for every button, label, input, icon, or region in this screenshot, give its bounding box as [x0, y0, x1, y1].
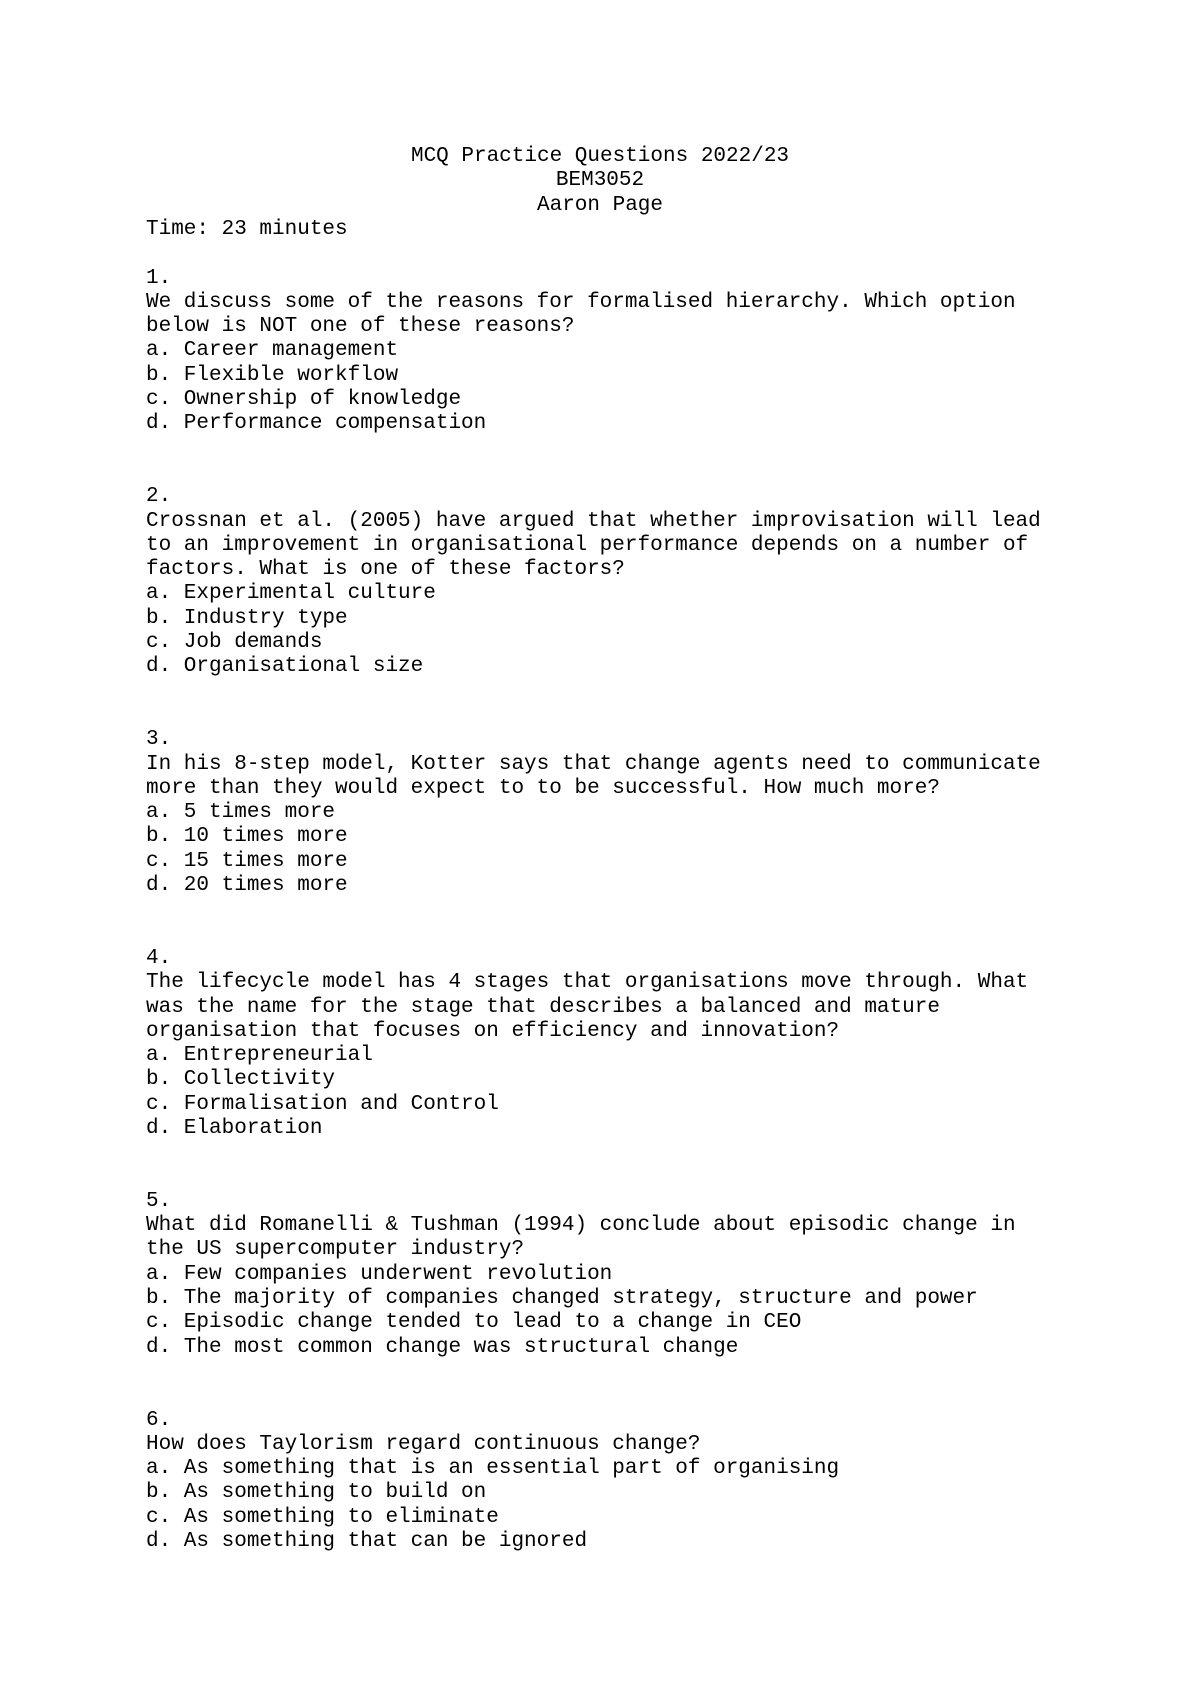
question-stem-line: In his 8-step model, Kotter says that change agents need to communicate [146, 752, 1041, 776]
spacer [146, 242, 1146, 266]
question-number: 6. [146, 1408, 172, 1432]
answer-option: d. Organisational size [146, 655, 424, 679]
spacer [146, 898, 1146, 922]
question-stem-line: organisation that focuses on efficiency and innovation? [146, 1019, 840, 1043]
question-5 [146, 1190, 1146, 1360]
spacer [146, 1384, 1146, 1408]
answer-option: b. Flexible workflow [146, 363, 399, 387]
spacer [146, 1166, 1146, 1190]
question-stem-line: We discuss some of the reasons for formalised hierarchy. Which option [146, 290, 1016, 314]
answer-option: d. The most common change was structural change [146, 1335, 739, 1359]
answer-option: c. 15 times more [146, 849, 348, 873]
question-stem-line: more than they would expect to to be successful. How much more? [146, 776, 940, 800]
question-stem-line: What did Romanelli & Tushman (1994) conclude about episodic change in [146, 1214, 1016, 1238]
spacer [146, 680, 1146, 704]
document-body [146, 218, 1146, 1554]
question-stem-line: factors. What is one of these factors? [146, 558, 625, 582]
answer-option: a. Entrepreneurial [146, 1044, 373, 1068]
question-stem-line: below is NOT one of these reasons? [146, 315, 575, 339]
answer-option: d. Performance compensation [146, 412, 487, 436]
answer-option: c. Formalisation and Control [146, 1092, 499, 1116]
answer-option: c. Job demands [146, 631, 323, 655]
answer-option: c. As something to eliminate [146, 1505, 499, 1529]
answer-option: c. Episodic change tended to lead to a change in CEO [146, 1311, 802, 1335]
answer-option: a. As something that is an essential part of organising [146, 1457, 840, 1481]
answer-option: b. Collectivity [146, 1068, 336, 1092]
question-number: 2. [146, 485, 172, 509]
question-number: 4. [146, 946, 172, 970]
spacer [146, 1141, 1146, 1165]
spacer [146, 1360, 1146, 1384]
question-number: 1. [146, 266, 172, 290]
spacer [146, 923, 1146, 947]
answer-option: a. Few companies underwent revolution [146, 1262, 613, 1286]
answer-option: c. Ownership of knowledge [146, 388, 462, 412]
question-list [146, 267, 1146, 1555]
question-stem-line: How does Taylorism regard continuous change? [146, 1432, 701, 1456]
answer-option: b. Industry type [146, 606, 348, 630]
answer-option: b. The majority of companies changed strategy, structure and power [146, 1287, 978, 1311]
answer-option: a. Experimental culture [146, 582, 436, 606]
spacer [146, 704, 1146, 728]
answer-option: b. As something to build on [146, 1481, 487, 1505]
spacer [146, 461, 1146, 485]
question-3 [146, 728, 1146, 898]
answer-option: a. Career management [146, 339, 399, 363]
document-title: MCQ Practice Questions 2022/23 [410, 145, 790, 168]
answer-option: a. 5 times more [146, 801, 336, 825]
author-name: Aaron Page [536, 193, 664, 217]
question-stem-line: to an improvement in organisational performance depends on a number of [146, 533, 1029, 557]
time-limit: Time: 23 minutes [146, 218, 348, 241]
question-stem-line: The lifecycle model has 4 stages that organisations move through. What [146, 971, 1029, 995]
question-4 [146, 947, 1146, 1141]
question-1 [146, 267, 1146, 437]
question-stem-line: was the name for the stage that describes a balanced and mature [146, 995, 940, 1019]
question-2 [146, 485, 1146, 679]
question-stem-line: the US supercomputer industry? [146, 1238, 525, 1262]
answer-option: d. As something that can be ignored [146, 1530, 588, 1554]
question-stem-line: Crossnan et al. (2005) have argued that whether improvisation will lead [146, 509, 1041, 533]
answer-option: d. Elaboration [146, 1116, 323, 1140]
document-header [0, 145, 1200, 218]
answer-option: d. 20 times more [146, 874, 348, 898]
module-code: BEM3052 [555, 169, 645, 193]
question-number: 5. [146, 1189, 172, 1213]
spacer [146, 437, 1146, 461]
question-6 [146, 1409, 1146, 1555]
answer-option: b. 10 times more [146, 825, 348, 849]
question-number: 3. [146, 728, 172, 752]
